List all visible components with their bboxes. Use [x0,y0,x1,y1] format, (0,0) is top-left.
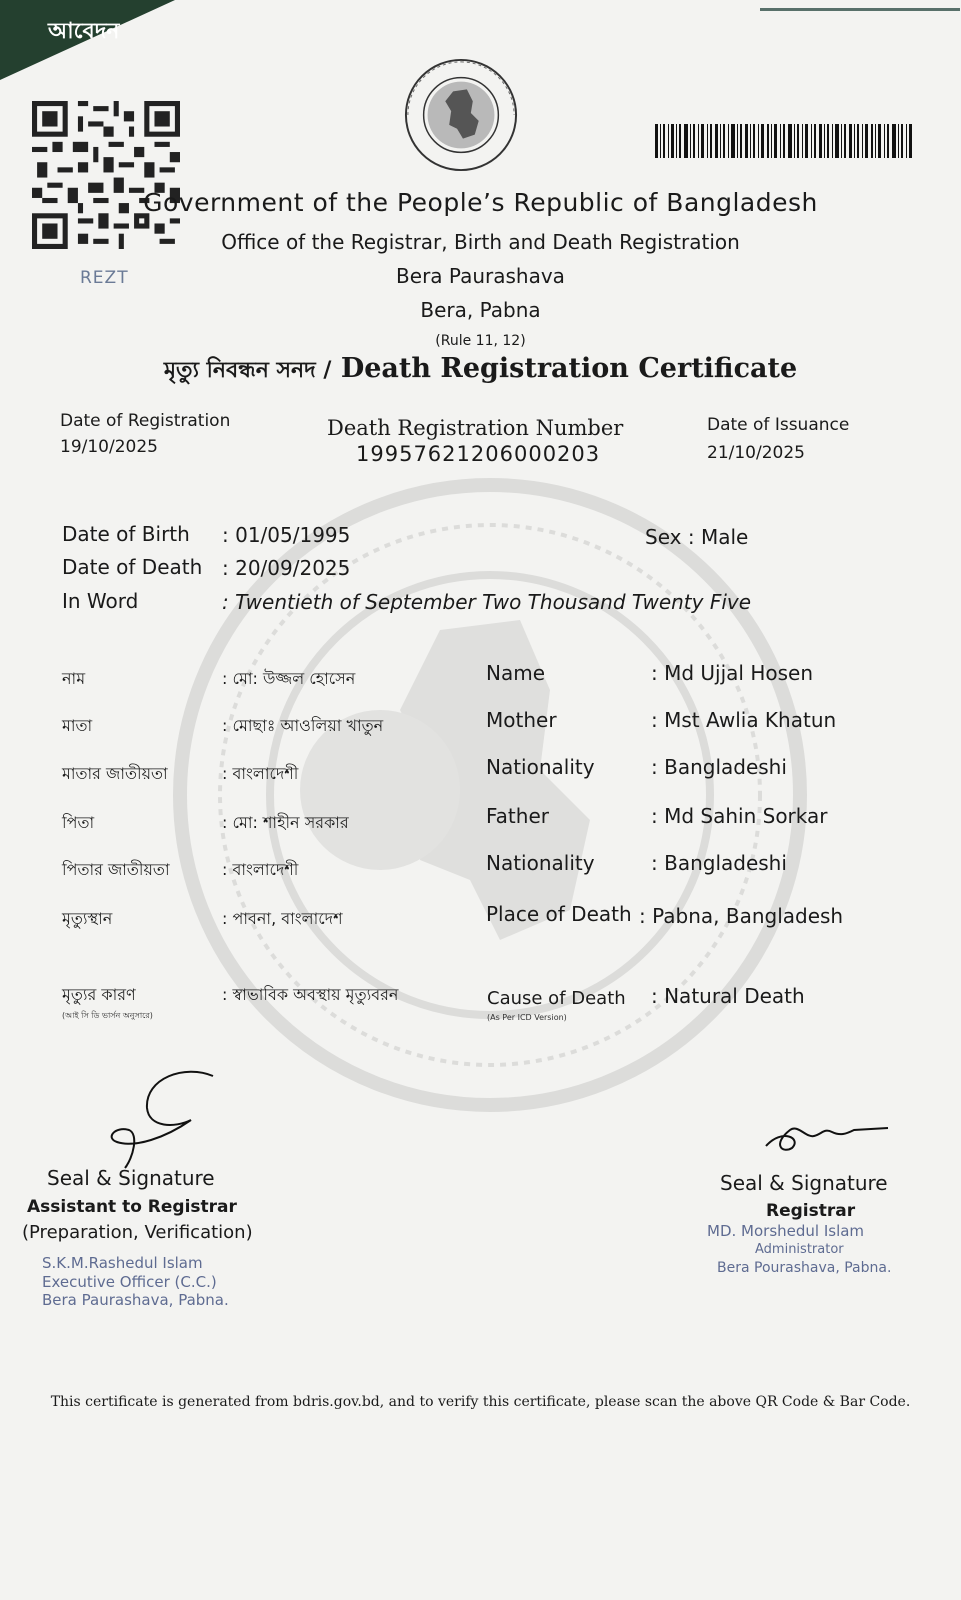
cause-of-death-value: : Natural Death [651,984,805,1008]
mother-label: Mother [486,708,557,732]
father-value: : Md Sahin Sorkar [651,804,828,828]
assistant-signature-icon [105,1068,230,1178]
left-stamp-office: Bera Paurashava, Pabna. [42,1291,229,1309]
bn-cause-of-death-label: মৃত্যুর কারণ [62,985,136,1004]
father-label: Father [486,804,549,828]
death-date-label: Date of Death [62,555,203,579]
title-en: Death Registration Certificate [340,353,798,384]
header-rule: (Rule 11, 12) [435,333,526,349]
bn-place-of-death-label: মৃত্যুস্থান [62,909,113,928]
bn-cause-of-death-value: : স্বাভাবিক অবস্থায় মৃত্যুবরন [222,985,399,1004]
right-stamp-name: MD. Morshedul Islam [707,1222,865,1240]
left-role: Assistant to Registrar [27,1197,237,1217]
death-date-value: : 20/09/2025 [222,556,351,580]
in-word-label: In Word [62,589,139,613]
bn-father-label: পিতা [62,813,95,832]
registration-date-label: Date of Registration [60,411,231,431]
right-stamp-office: Bera Pourashava, Pabna. [717,1260,892,1276]
right-seal-label: Seal & Signature [720,1171,888,1195]
mother-value: : Mst Awlia Khatun [651,708,837,732]
header-location: Bera, Pabna [420,298,541,322]
title-bn: মৃত্যু নিবন্ধন সনদ / [163,358,332,383]
footer-note: This certificate is generated from bdris.gov.bd, and to verify this certificate, please scan the above QR Code & Bar Code. [50,1394,911,1410]
registration-number-value: 19957621206000203 [356,442,601,466]
left-seal-label: Seal & Signature [47,1166,215,1190]
birth-date-value: : 01/05/1995 [222,523,351,547]
qr-code-icon [32,100,180,250]
sex-value: Sex : Male [645,525,749,549]
header-office: Office of the Registrar, Birth and Death Registration [221,230,740,254]
bn-name-value: : মো: উজ্জল হোসেন [222,669,356,688]
left-stamp-name: S.K.M.Rashedul Islam [42,1254,203,1272]
right-role: Registrar [766,1201,856,1221]
certificate-title [0,353,961,390]
bn-mother-label: মাতা [62,716,93,735]
name-label: Name [486,661,546,685]
header-paurashava: Bera Paurashava [396,264,565,288]
top-edge-line [760,8,960,11]
bn-father-value: : মো: শাহীন সরকার [222,813,349,832]
registration-number-label: Death Registration Number [327,416,624,440]
corner-label: আবেদন [48,19,120,44]
government-emblem-icon [402,56,520,174]
issuance-date-label: Date of Issuance [707,415,850,435]
qr-code-text: REZT [80,268,129,288]
place-of-death-value: : Pabna, Bangladesh [639,904,844,928]
mother-nationality-label: Nationality [486,755,595,779]
bn-mother-nationality-label: মাতার জাতীয়তা [62,764,168,783]
registrar-signature-icon [762,1108,892,1158]
mother-nationality-value: : Bangladeshi [651,755,787,779]
header-government: Government of the People’s Republic of Bangladesh [143,188,818,217]
bn-place-of-death-value: : পাবনা, বাংলাদেশ [222,909,343,928]
place-of-death-label: Place of Death [486,902,632,926]
bn-father-nationality-label: পিতার জাতীয়তা [62,860,170,879]
birth-date-label: Date of Birth [62,522,190,546]
issuance-date-value: 21/10/2025 [707,443,805,463]
in-word-value: : Twentieth of September Two Thousand Twenty Five [222,590,752,614]
cause-note: (As Per ICD Version) [487,1013,567,1022]
bn-mother-nationality-value: : বাংলাদেশী [222,764,299,783]
father-nationality-value: : Bangladeshi [651,851,787,875]
bn-name-label: নাম [62,669,86,688]
left-duty: (Preparation, Verification) [22,1222,253,1243]
cause-of-death-label: Cause of Death [487,988,626,1009]
bn-father-nationality-value: : বাংলাদেশী [222,860,299,879]
right-stamp-title: Administrator [755,1242,844,1257]
name-value: : Md Ujjal Hosen [651,661,814,685]
registration-date-value: 19/10/2025 [60,437,158,457]
father-nationality-label: Nationality [486,851,595,875]
left-stamp-title: Executive Officer (C.C.) [42,1273,217,1291]
bn-mother-value: : মোছাঃ আওলিয়া খাতুন [222,716,384,735]
bn-cause-note: (আই সি ডি ভার্সন অনুসারে) [62,1011,153,1020]
barcode-icon [655,124,915,158]
